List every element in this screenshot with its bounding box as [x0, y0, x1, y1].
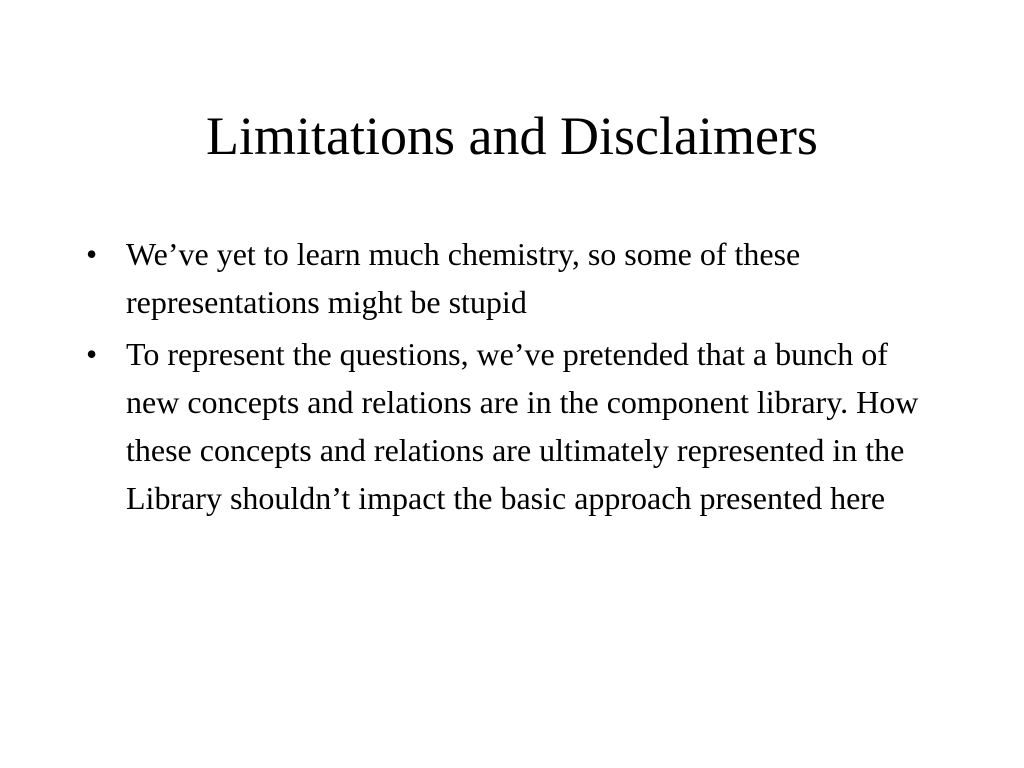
- slide-title: Limitations and Disclaimers: [206, 106, 818, 166]
- bullet-text: To represent the questions, we’ve pretended that a bunch of new concepts and relations are in the component library. How these concepts and relations are ultimately represented in the Library shouldn’t impact the basic approach presented here: [126, 336, 919, 516]
- bullet-item: [86, 330, 946, 522]
- bullet-icon: •: [86, 336, 98, 372]
- bullet-icon: •: [86, 236, 98, 272]
- bullet-item: [86, 230, 946, 326]
- bullet-list: [86, 230, 946, 526]
- bullet-text: We’ve yet to learn much chemistry, so some of these representations might be stupid: [126, 236, 801, 320]
